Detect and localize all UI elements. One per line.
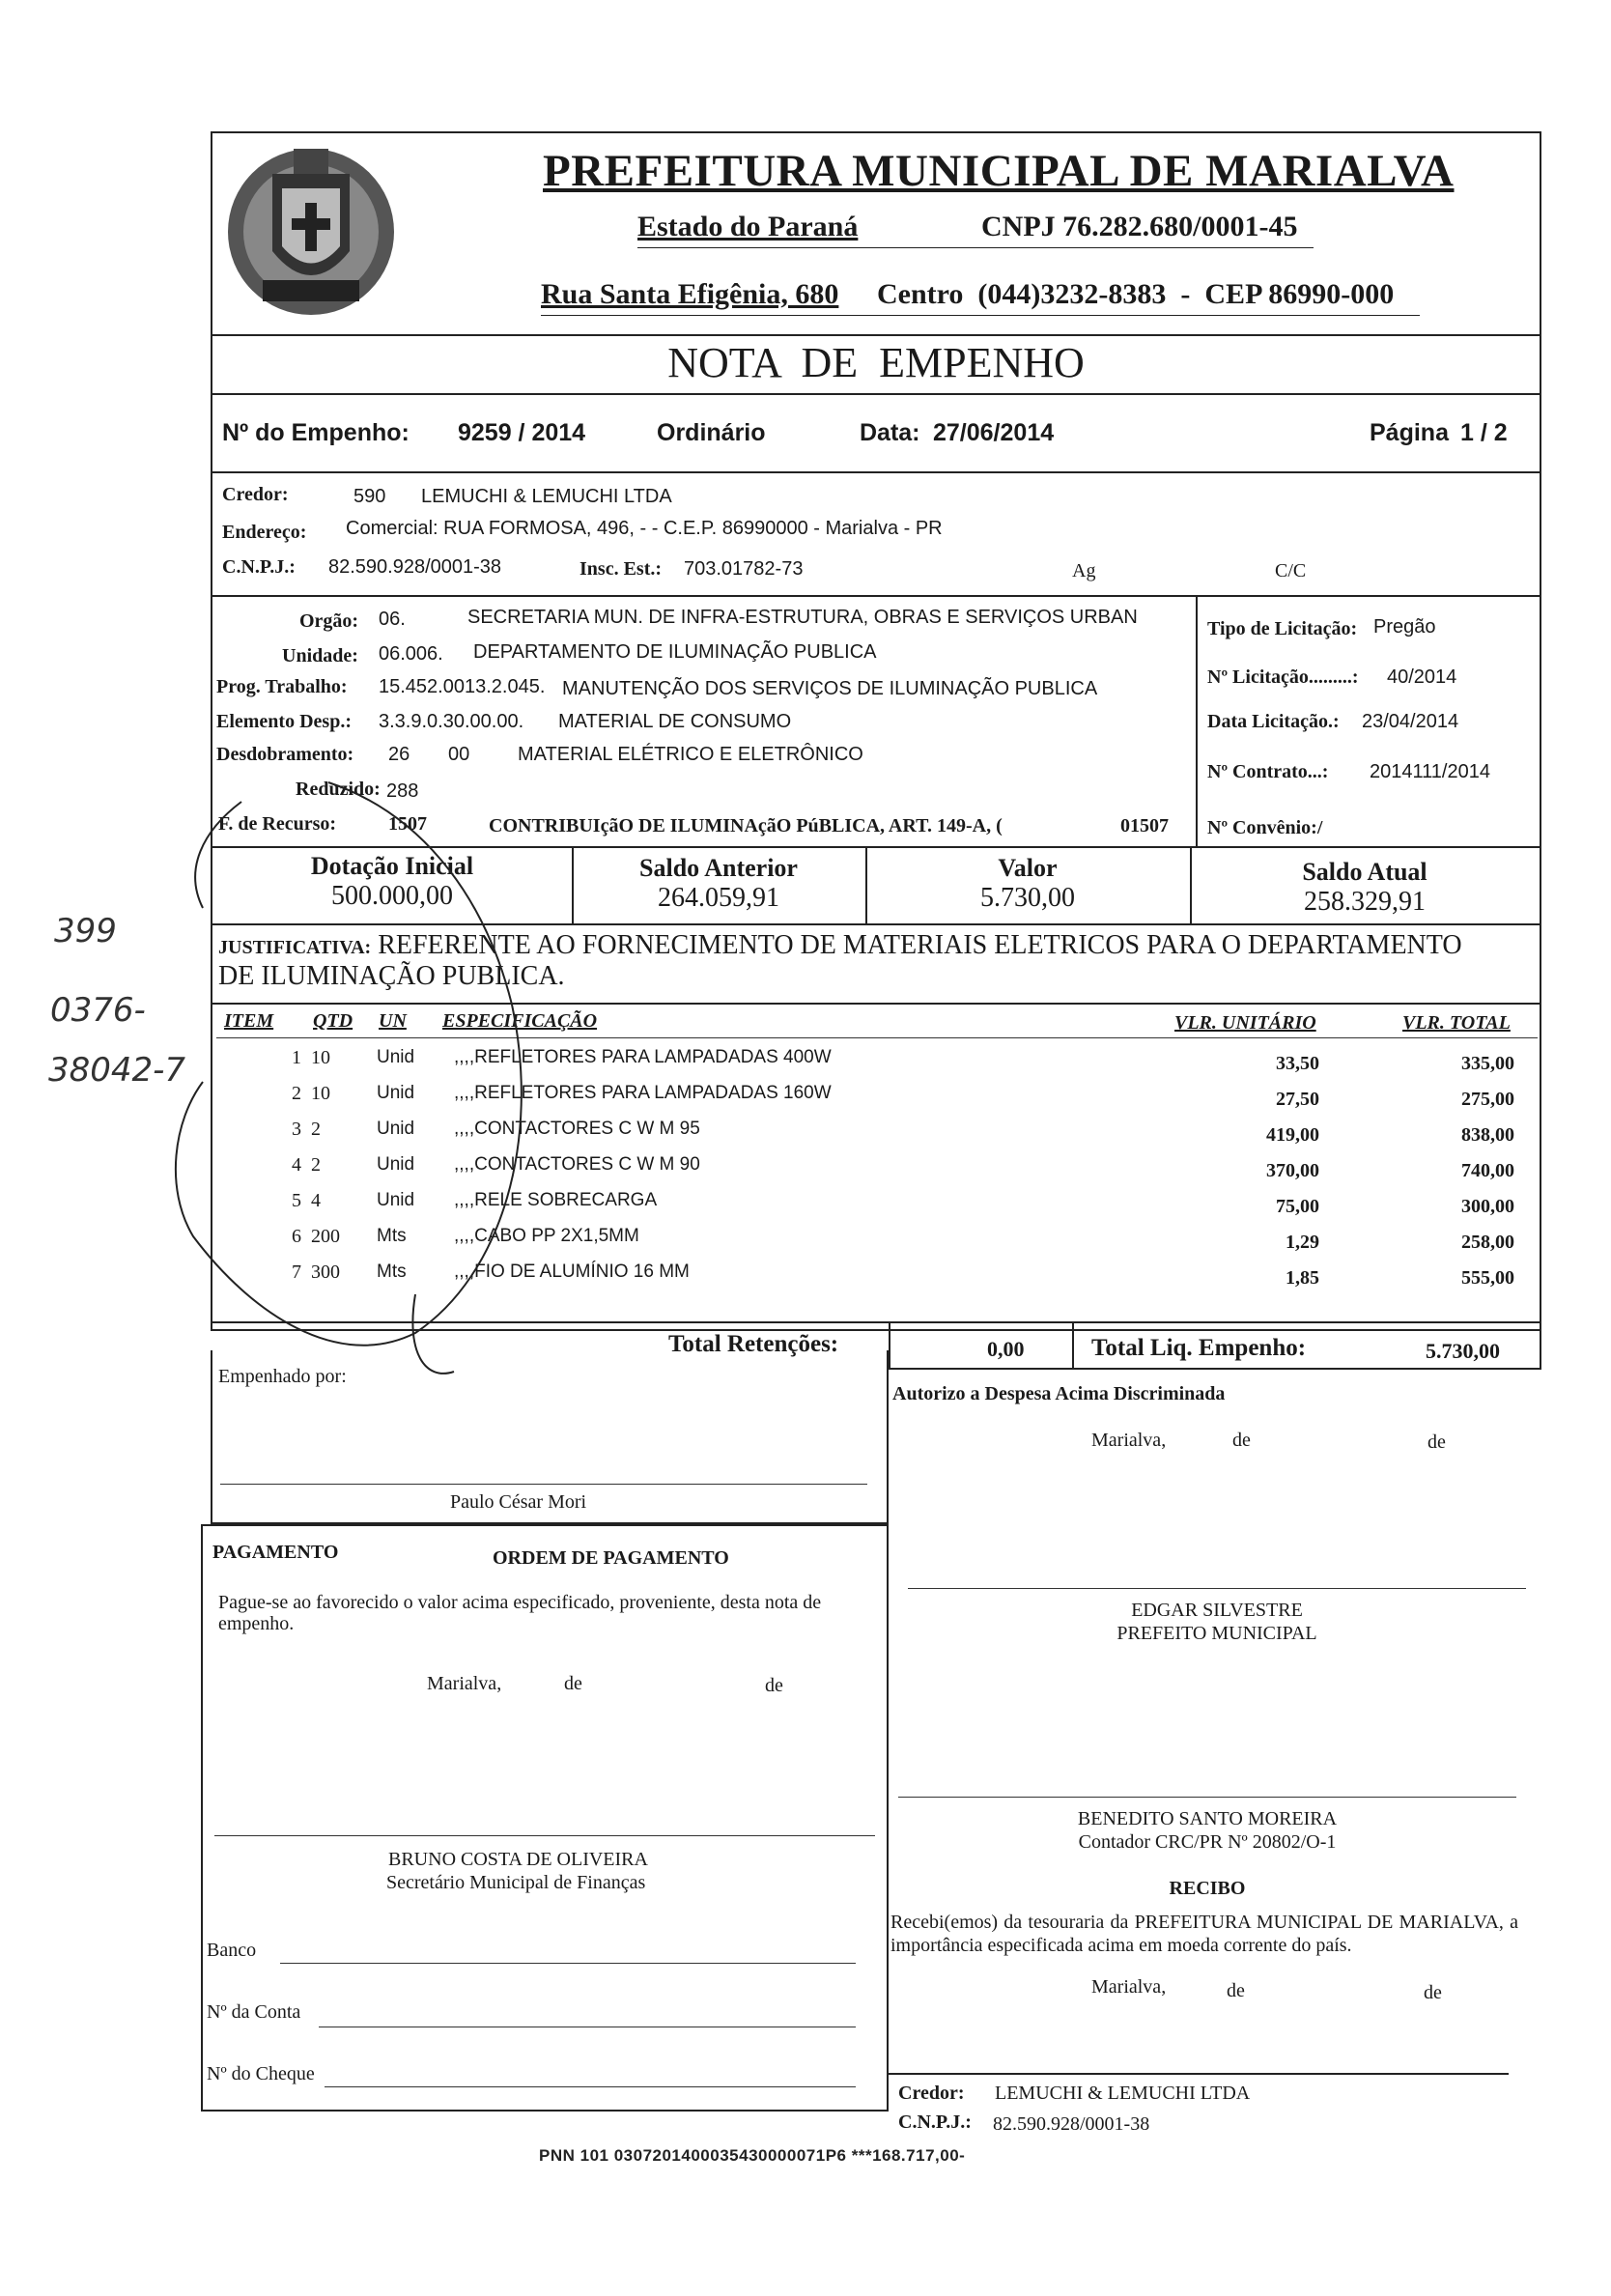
- contador-role: Contador CRC/PR Nº 20802/O-1: [1078, 1831, 1337, 1853]
- licitacao-tipo: Pregão: [1373, 616, 1436, 638]
- cell-spec: ,,,,CONTACTORES C W M 90: [454, 1154, 700, 1175]
- coat-of-arms-logo: [214, 135, 408, 328]
- cell-total: 335,00: [1461, 1053, 1514, 1074]
- bank-stamp: PNN 101 0307201400035430000071P6 ***168.717,00-: [539, 2146, 966, 2165]
- cell-total: 838,00: [1461, 1124, 1514, 1146]
- recibo-text: Recebi(emos) da tesouraria da PREFEITURA MUNICIPAL DE MARIALVA, a importância especificada acima em moeda corrente do país.: [890, 1912, 1518, 1956]
- justificativa-text2: DE ILUMINAÇÃO PUBLICA.: [218, 961, 565, 991]
- pagamento-text: Pague-se ao favorecido o valor acima especificado, proveniente, desta nota de empenho.: [218, 1592, 822, 1634]
- desdobramento-sub: 00: [448, 744, 470, 765]
- recibo-cnpj: 82.590.928/0001-38: [993, 2113, 1150, 2135]
- justificativa-label: JUSTIFICATIVA:: [218, 937, 372, 958]
- credor-cnpj-label: C.N.P.J.:: [222, 556, 296, 578]
- dotacao-inicial-label: Dotação Inicial: [310, 852, 474, 880]
- cell-unit: 419,00: [1266, 1124, 1319, 1146]
- cell-un: Unid: [377, 1083, 415, 1103]
- recibo-cnpj-label: C.N.P.J.:: [898, 2112, 972, 2133]
- empenhado-label: Empenhado por:: [218, 1366, 347, 1387]
- recibo-city: Marialva,: [1091, 1976, 1167, 1998]
- credor-address: Comercial: RUA FORMOSA, 496, - - C.E.P. 86990000 - Marialva - PR: [346, 518, 943, 539]
- saldo-anterior-label: Saldo Anterior: [639, 854, 798, 882]
- recurso-label: F. de Recurso:: [218, 813, 337, 835]
- recibo-de2: de: [1424, 1982, 1442, 2003]
- insc-value: 703.01782-73: [684, 558, 804, 580]
- orgao-desc: SECRETARIA MUN. DE INFRA-ESTRUTURA, OBRAS E SERVIÇOS URBAN: [467, 607, 1138, 628]
- header-contact: Centro (044)3232-8383 - CEP 86990-000: [877, 278, 1395, 310]
- pagamento-city: Marialva,: [427, 1673, 502, 1694]
- credor-code: 590: [353, 486, 386, 507]
- cell-total: 555,00: [1461, 1267, 1514, 1289]
- col-total-header: VLR. TOTAL: [1402, 1012, 1511, 1034]
- cell-total: 275,00: [1461, 1089, 1514, 1110]
- address-label: Endereço:: [222, 522, 307, 543]
- pagamento-signer: BRUNO COSTA DE OLIVEIRA: [388, 1849, 648, 1870]
- autorizo-title: Autorizo a Despesa Acima Discriminada: [892, 1383, 1226, 1404]
- cell-unit: 27,50: [1276, 1089, 1319, 1110]
- cell-total: 300,00: [1461, 1196, 1514, 1217]
- cell-qtd: 4: [311, 1190, 321, 1211]
- recibo-credor-label: Credor:: [898, 2083, 965, 2104]
- unidade-code: 06.006.: [379, 643, 443, 665]
- cell-qtd: 10: [311, 1083, 330, 1104]
- cell-item: 2: [292, 1083, 301, 1104]
- elemento-desc: MATERIAL DE CONSUMO: [558, 711, 792, 732]
- recibo-de1: de: [1227, 1980, 1245, 2001]
- desdobramento-desc: MATERIAL ELÉTRICO E ELETRÔNICO: [518, 744, 863, 765]
- cell-qtd: 2: [311, 1154, 321, 1176]
- justificativa-text: REFERENTE AO FORNECIMENTO DE MATERIAIS ELETRICOS PARA O DEPARTAMENTO: [378, 930, 1462, 960]
- handwritten-note-1: 399: [54, 912, 117, 950]
- reduzido-value: 288: [386, 780, 419, 802]
- cell-un: Unid: [377, 1154, 415, 1175]
- empenho-date: 27/06/2014: [933, 419, 1055, 446]
- saldo-anterior-value: 264.059,91: [658, 883, 779, 913]
- contador-name: BENEDITO SANTO MOREIRA: [1077, 1808, 1338, 1829]
- handwritten-signature: [164, 773, 570, 1391]
- convenio-label: Nº Convênio:/: [1207, 817, 1323, 838]
- cell-total: 258,00: [1461, 1232, 1514, 1253]
- header-title: PREFEITURA MUNICIPAL DE MARIALVA: [543, 146, 1455, 196]
- cell-un: Mts: [377, 1261, 407, 1282]
- handwritten-note-3: 38042-7: [48, 1051, 186, 1090]
- empenho-number: 9259 / 2014: [458, 419, 586, 446]
- elemento-code: 3.3.9.0.30.00.00.: [379, 711, 524, 732]
- ag-label: Ag: [1072, 560, 1096, 581]
- cell-item: 3: [292, 1119, 301, 1140]
- licitacao-data: 23/04/2014: [1362, 711, 1459, 732]
- header-state: Estado do Paraná: [637, 211, 859, 242]
- autorizo-signer: EDGAR SILVESTRE: [1131, 1600, 1303, 1621]
- saldo-atual-label: Saldo Atual: [1302, 858, 1427, 886]
- prog-label: Prog. Trabalho:: [216, 676, 348, 697]
- cell-un: Unid: [377, 1119, 415, 1139]
- cell-spec: ,,,,CABO PP 2X1,5MM: [454, 1226, 639, 1246]
- cell-spec: ,,,,FIO DE ALUMÍNIO 16 MM: [454, 1261, 690, 1282]
- recurso-code2: 01507: [1120, 815, 1169, 836]
- doc-title: NOTA DE EMPENHO: [667, 339, 1085, 386]
- cell-item: 5: [292, 1190, 301, 1211]
- autorizo-de2: de: [1427, 1431, 1446, 1453]
- cell-qtd: 10: [311, 1047, 330, 1068]
- cell-un: Mts: [377, 1226, 407, 1246]
- cell-unit: 75,00: [1276, 1196, 1319, 1217]
- valor-label: Valor: [998, 854, 1058, 882]
- liq-label: Total Liq. Empenho:: [1091, 1335, 1307, 1361]
- retencoes-label: Total Retenções:: [668, 1331, 839, 1357]
- reduzido-label: Reduzido:: [296, 779, 381, 800]
- saldo-atual-value: 258.329,91: [1304, 887, 1426, 917]
- credor-label: Credor:: [222, 484, 289, 505]
- desdobramento-code: 26: [388, 744, 410, 765]
- licitacao-numero-label: Nº Licitação.........:: [1207, 666, 1359, 688]
- licitacao-tipo-label: Tipo de Licitação:: [1207, 618, 1358, 639]
- recurso-desc: CONTRIBUIçãO DE ILUMINAçãO PúBLICA, ART. 149-A, (: [489, 815, 1003, 836]
- cell-item: 4: [292, 1154, 301, 1176]
- orgao-label: Orgão:: [299, 610, 359, 632]
- page-label: Página: [1370, 419, 1449, 446]
- col-spec-header: ESPECIFICAÇÃO: [442, 1010, 598, 1032]
- retencoes-value: 0,00: [987, 1337, 1025, 1361]
- col-qtd-header: QTD: [313, 1010, 353, 1032]
- recibo-title: RECIBO: [1169, 1878, 1246, 1899]
- unidade-desc: DEPARTAMENTO DE ILUMINAÇÃO PUBLICA: [473, 641, 877, 663]
- cell-qtd: 200: [311, 1226, 340, 1247]
- unidade-label: Unidade:: [282, 645, 358, 666]
- cheque-label: Nº do Cheque: [207, 2063, 315, 2084]
- autorizo-de1: de: [1232, 1430, 1251, 1451]
- contrato-value: 2014111/2014: [1370, 761, 1490, 782]
- header-cnpj: CNPJ 76.282.680/0001-45: [981, 211, 1298, 242]
- pagamento-de2: de: [765, 1675, 783, 1696]
- desdobramento-label: Desdobramento:: [216, 744, 354, 765]
- cell-qtd: 2: [311, 1119, 321, 1140]
- header-address: Rua Santa Efigênia, 680: [541, 278, 839, 310]
- autorizo-city: Marialva,: [1091, 1430, 1167, 1451]
- empenho-type: Ordinário: [657, 419, 766, 446]
- cell-unit: 1,85: [1286, 1267, 1319, 1289]
- cell-unit: 33,50: [1276, 1053, 1319, 1074]
- dotacao-inicial-value: 500.000,00: [331, 881, 453, 911]
- recurso-code: 1507: [388, 813, 427, 835]
- cell-spec: ,,,,REFLETORES PARA LAMPADADAS 400W: [454, 1047, 832, 1067]
- cell-item: 6: [292, 1226, 301, 1247]
- cc-label: C/C: [1275, 560, 1307, 581]
- cell-total: 740,00: [1461, 1160, 1514, 1181]
- licitacao-data-label: Data Licitação.:: [1207, 711, 1340, 732]
- prog-desc: MANUTENÇÃO DOS SERVIÇOS DE ILUMINAÇÃO PUBLICA: [562, 678, 1098, 699]
- insc-label: Insc. Est.:: [579, 558, 663, 580]
- prog-code: 15.452.0013.2.045.: [379, 676, 546, 697]
- empenhado-name: Paulo César Mori: [450, 1491, 587, 1513]
- cell-un: Unid: [377, 1047, 415, 1067]
- pagamento-label: PAGAMENTO: [212, 1542, 339, 1563]
- valor-value: 5.730,00: [980, 883, 1075, 913]
- licitacao-numero: 40/2014: [1387, 666, 1457, 688]
- pagamento-role: Secretário Municipal de Finanças: [386, 1872, 646, 1893]
- cell-item: 7: [292, 1261, 301, 1283]
- ordem-title: ORDEM DE PAGAMENTO: [493, 1547, 729, 1569]
- cell-qtd: 300: [311, 1261, 340, 1283]
- orgao-code: 06.: [379, 609, 406, 630]
- cell-unit: 1,29: [1286, 1232, 1319, 1253]
- recibo-credor: LEMUCHI & LEMUCHI LTDA: [995, 2083, 1251, 2104]
- col-item-header: ITEM: [224, 1010, 274, 1032]
- elemento-label: Elemento Desp.:: [216, 711, 352, 732]
- pagamento-de1: de: [564, 1673, 582, 1694]
- banco-label: Banco: [207, 1940, 257, 1961]
- empenho-number-label: Nº do Empenho:: [222, 419, 410, 446]
- cell-spec: ,,,,REFLETORES PARA LAMPADADAS 160W: [454, 1083, 832, 1103]
- cell-spec: ,,,,CONTACTORES C W M 95: [454, 1119, 700, 1139]
- handwritten-note-2: 0376-: [50, 991, 146, 1030]
- autorizo-role: PREFEITO MUNICIPAL: [1116, 1623, 1317, 1644]
- col-unit-header: VLR. UNITÁRIO: [1174, 1012, 1316, 1034]
- credor-cnpj: 82.590.928/0001-38: [328, 556, 502, 578]
- cell-un: Unid: [377, 1190, 415, 1210]
- cell-unit: 370,00: [1266, 1160, 1319, 1181]
- cell-spec: ,,,,RELE SOBRECARGA: [454, 1190, 658, 1210]
- col-un-header: UN: [379, 1010, 407, 1032]
- page-number: 1 / 2: [1460, 419, 1508, 446]
- credor-name: LEMUCHI & LEMUCHI LTDA: [421, 486, 672, 507]
- conta-label: Nº da Conta: [207, 2001, 301, 2023]
- liq-value: 5.730,00: [1426, 1339, 1500, 1363]
- contrato-label: Nº Contrato...:: [1207, 761, 1329, 782]
- cell-item: 1: [292, 1047, 301, 1068]
- empenho-date-label: Data:: [860, 419, 920, 446]
